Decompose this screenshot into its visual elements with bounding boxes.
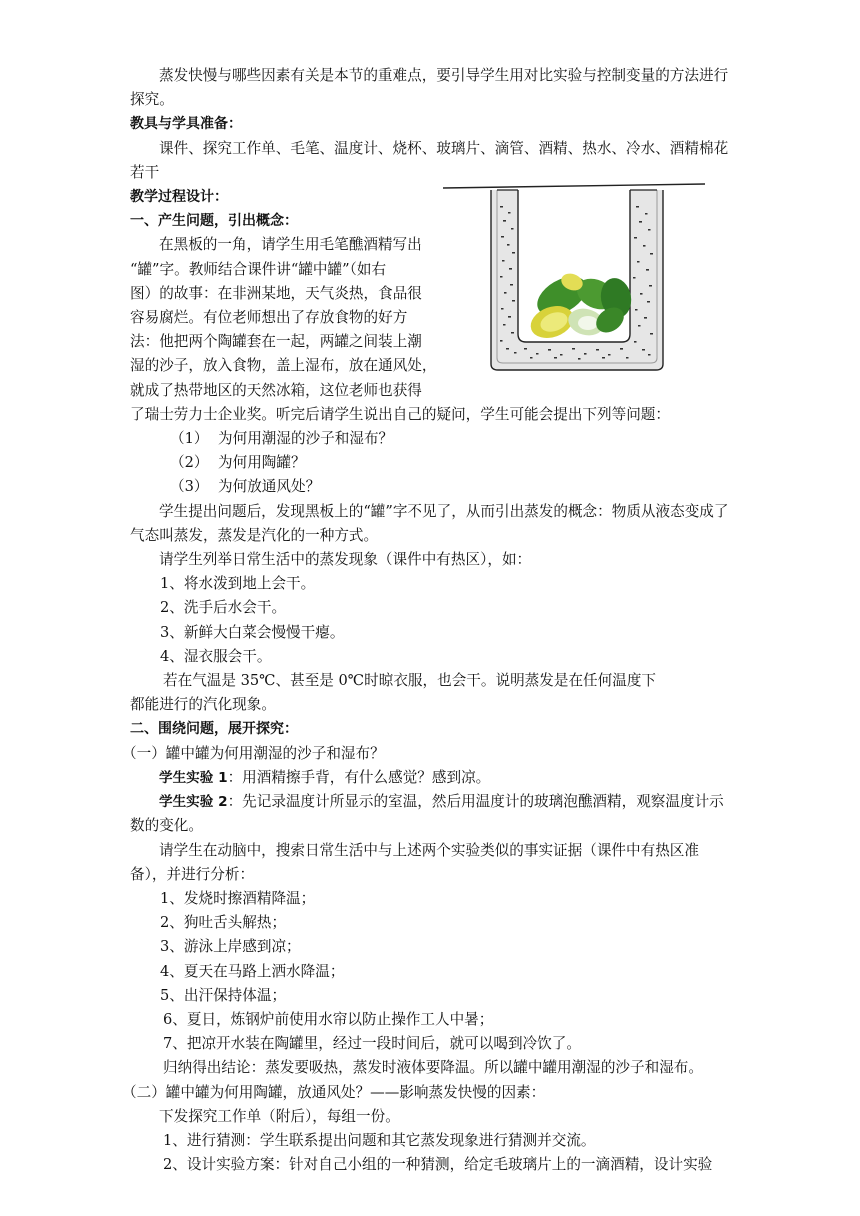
intro-paragraph: 蒸发快慢与哪些因素有关是本节的重难点，要引导学生用对比实验与控制变量的方法进行探究。 <box>130 67 729 109</box>
worksheet-paragraph: 下发探究工作单（附后），每组一份。 <box>159 1107 400 1125</box>
step-item: 1、进行猜测：学生联系提出问题和其它蒸发现象进行猜测并交流。 <box>163 1131 596 1149</box>
question-text: 为何用陶罐？ <box>218 454 306 472</box>
story-line: 容易腐烂。有位老师想出了存放食物的好方 <box>130 309 408 327</box>
story-wrapped-lines <box>130 233 438 402</box>
prep-heading: 教具与学具准备： <box>130 116 242 133</box>
question-item <box>130 451 732 475</box>
evidence-item: 4、夏天在马路上洒水降温； <box>160 962 345 980</box>
conclusion-paragraph: 归纳得出结论：蒸发要吸热，蒸发时液体要降温。所以罐中罐用潮湿的沙子和湿布。 <box>163 1059 703 1077</box>
question-number: （3） <box>170 478 209 496</box>
story-line: 在黑板的一角，请学生用毛笔醮酒精写出 <box>159 236 422 254</box>
section2-heading: 二、围绕问题，展开探究： <box>130 721 298 738</box>
example-item: 2、洗手后水会干。 <box>160 599 287 617</box>
temp-note-line: 都能进行的汽化现象。 <box>130 696 276 714</box>
subsection1-heading: （一）罐中罐为何用潮湿的沙子和湿布？ <box>122 744 385 762</box>
question-item <box>130 427 732 451</box>
search-paragraph: 请学生在动脑中，搜索日常生活中与上述两个实验类似的事实证据（课件中有热区准备），并进行分析： <box>130 841 699 883</box>
story-line: “罐”字。教师结合课件讲“罐中罐”（如右 <box>130 260 387 278</box>
subsection2-heading: （二）罐中罐为何用陶罐，放通风处？——影响蒸发快慢的因素： <box>122 1083 546 1101</box>
example-item: 4、湿衣服会干。 <box>160 647 272 665</box>
evidence-item: 1、发烧时擦酒精降温； <box>160 889 316 907</box>
experiment2-label: 学生实验 2 <box>159 794 228 811</box>
evidence-item: 6、夏日，炼钢炉前使用水帘以防止操作工人中暑； <box>163 1010 494 1028</box>
story-line: 就成了热带地区的天然冰箱，这位老师也获得 <box>130 381 422 399</box>
evidence-item: 2、狗吐舌头解热； <box>160 914 287 932</box>
experiment2-text: ：先记录温度计所显示的室温，然后用温度计的玻璃泡醮酒精，观察温度计示数的变化。 <box>130 793 724 835</box>
process-heading: 教学过程设计： <box>130 189 228 206</box>
experiment2 <box>130 790 732 838</box>
question-item <box>130 475 732 499</box>
examples-intro: 请学生列举日常生活中的蒸发现象（课件中有热区），如： <box>159 551 532 569</box>
pot-in-pot-icon <box>440 176 708 376</box>
example-item: 1、将水泼到地上会干。 <box>160 575 316 593</box>
step-item: 2、设计实验方案：针对自己小组的一种猜测，给定毛玻璃片上的一滴酒精，设计实验 <box>163 1156 713 1174</box>
evidence-item: 3、游泳上岸感到凉； <box>160 938 301 956</box>
experiment1-label: 学生实验 1 <box>159 769 228 786</box>
story-tail: 了瑞士劳力士企业奖。听完后请学生说出自己的疑问，学生可能会提出下列等问题： <box>130 405 670 423</box>
story-line: 法：他把两个陶罐套在一起，两罐之间装上潮 <box>130 333 422 351</box>
question-text: 为何用潮湿的沙子和湿布？ <box>218 430 394 448</box>
concept-paragraph: 学生提出问题后，发现黑板上的“罐”字不见了，从而引出蒸发的概念：物质从液态变成了气态叫蒸发，蒸发是汽化的一种方式。 <box>130 502 729 544</box>
question-number: （2） <box>170 454 209 472</box>
pot-in-pot-figure <box>440 176 708 376</box>
question-text: 为何放通风处？ <box>218 478 321 496</box>
section1-heading: 一、产生问题，引出概念： <box>130 213 298 230</box>
experiment1-text: ：用酒精擦手背，有什么感觉？感到凉。 <box>227 768 491 786</box>
evidence-item: 7、把凉开水装在陶罐里，经过一段时间后，就可以喝到冷饮了。 <box>163 1035 581 1053</box>
story-line: 湿的沙子，放入食物，盖上湿布，放在通风处， <box>130 357 437 375</box>
prep-paragraph: 课件、探究工作单、毛笔、温度计、烧杯、玻璃片、滴管、酒精、热水、冷水、酒精棉花若干 <box>130 139 729 181</box>
temp-note-line: 若在气温是 35℃、甚至是 0℃时晾衣服，也会干。说明蒸发是在任何温度下 <box>163 672 657 690</box>
example-item: 3、新鲜大白菜会慢慢干瘪。 <box>160 623 345 641</box>
evidence-item: 5、出汗保持体温； <box>160 986 287 1004</box>
question-number: （1） <box>170 430 209 448</box>
experiment1 <box>130 766 732 790</box>
story-line: 图）的故事：在非洲某地，天气炎热，食品很 <box>130 284 422 302</box>
